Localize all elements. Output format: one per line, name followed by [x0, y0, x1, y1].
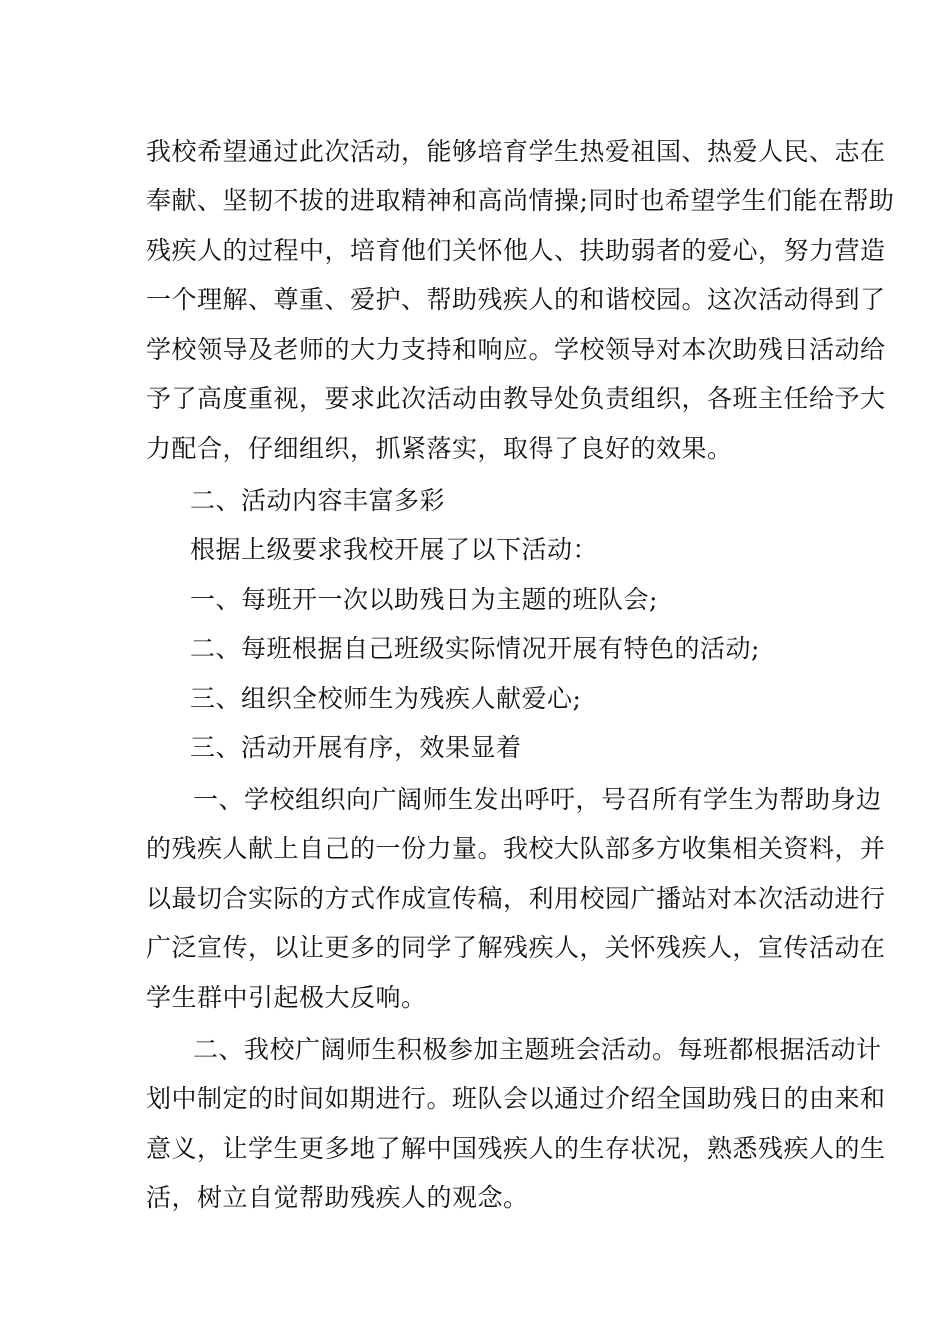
text-line: 奉献、坚韧不拔的进取精神和高尚情操;同时也希望学生们能在帮助 — [146, 186, 895, 215]
text-line: 学校领导及老师的大力支持和响应。学校领导对本次助残日活动给 — [146, 335, 886, 364]
text-line: 我校希望通过此次活动，能够培育学生热爱祖国、热爱人民、志在 — [146, 137, 886, 166]
section-heading-3: 三、活动开展有序，效果显着 — [190, 733, 522, 762]
text-line: 一个理解、尊重、爱护、帮助残疾人的和谐校园。这次活动得到了 — [146, 285, 886, 314]
section-heading-2: 二、活动内容丰富多彩 — [190, 486, 446, 515]
text-line: 广泛宣传，以让更多的同学了解残疾人，关怀残疾人，宣传活动在 — [146, 933, 886, 962]
text-line: 学生群中引起极大反响。 — [146, 983, 427, 1012]
text-line: 残疾人的过程中，培育他们关怀他人、扶助弱者的爱心，努力营造 — [146, 236, 886, 265]
list-item: 二、每班根据自己班级实际情况开展有特色的活动; — [190, 634, 760, 663]
text-line: 的残疾人献上自己的一份力量。我校大队部多方收集相关资料，并 — [146, 834, 886, 863]
list-item: 三、组织全校师生为残疾人献爱心; — [190, 684, 582, 713]
text-line: 划中制定的时间如期进行。班队会以通过介绍全国助残日的由来和 — [146, 1084, 886, 1113]
text-line: 二、我校广阔师生积极参加主题班会活动。每班都根据活动计 — [193, 1035, 882, 1064]
text-line: 意义，让学生更多地了解中国残疾人的生存状况，熟悉残疾人的生 — [146, 1134, 886, 1163]
intro-text: 根据上级要求我校开展了以下活动： — [190, 535, 599, 564]
text-line: 一、学校组织向广阔师生发出呼吁，号召所有学生为帮助身边 — [193, 785, 882, 814]
list-item: 一、每班开一次以助残日为主题的班队会; — [190, 585, 658, 614]
text-line: 力配合，仔细组织，抓紧落实，取得了良好的效果。 — [146, 434, 733, 463]
text-line: 予了高度重视，要求此次活动由教导处负责组织，各班主任给予大 — [146, 384, 886, 413]
text-line: 以最切合实际的方式作成宣传稿，利用校园广播站对本次活动进行 — [146, 884, 886, 913]
text-line: 活，树立自觉帮助残疾人的观念。 — [146, 1183, 529, 1212]
